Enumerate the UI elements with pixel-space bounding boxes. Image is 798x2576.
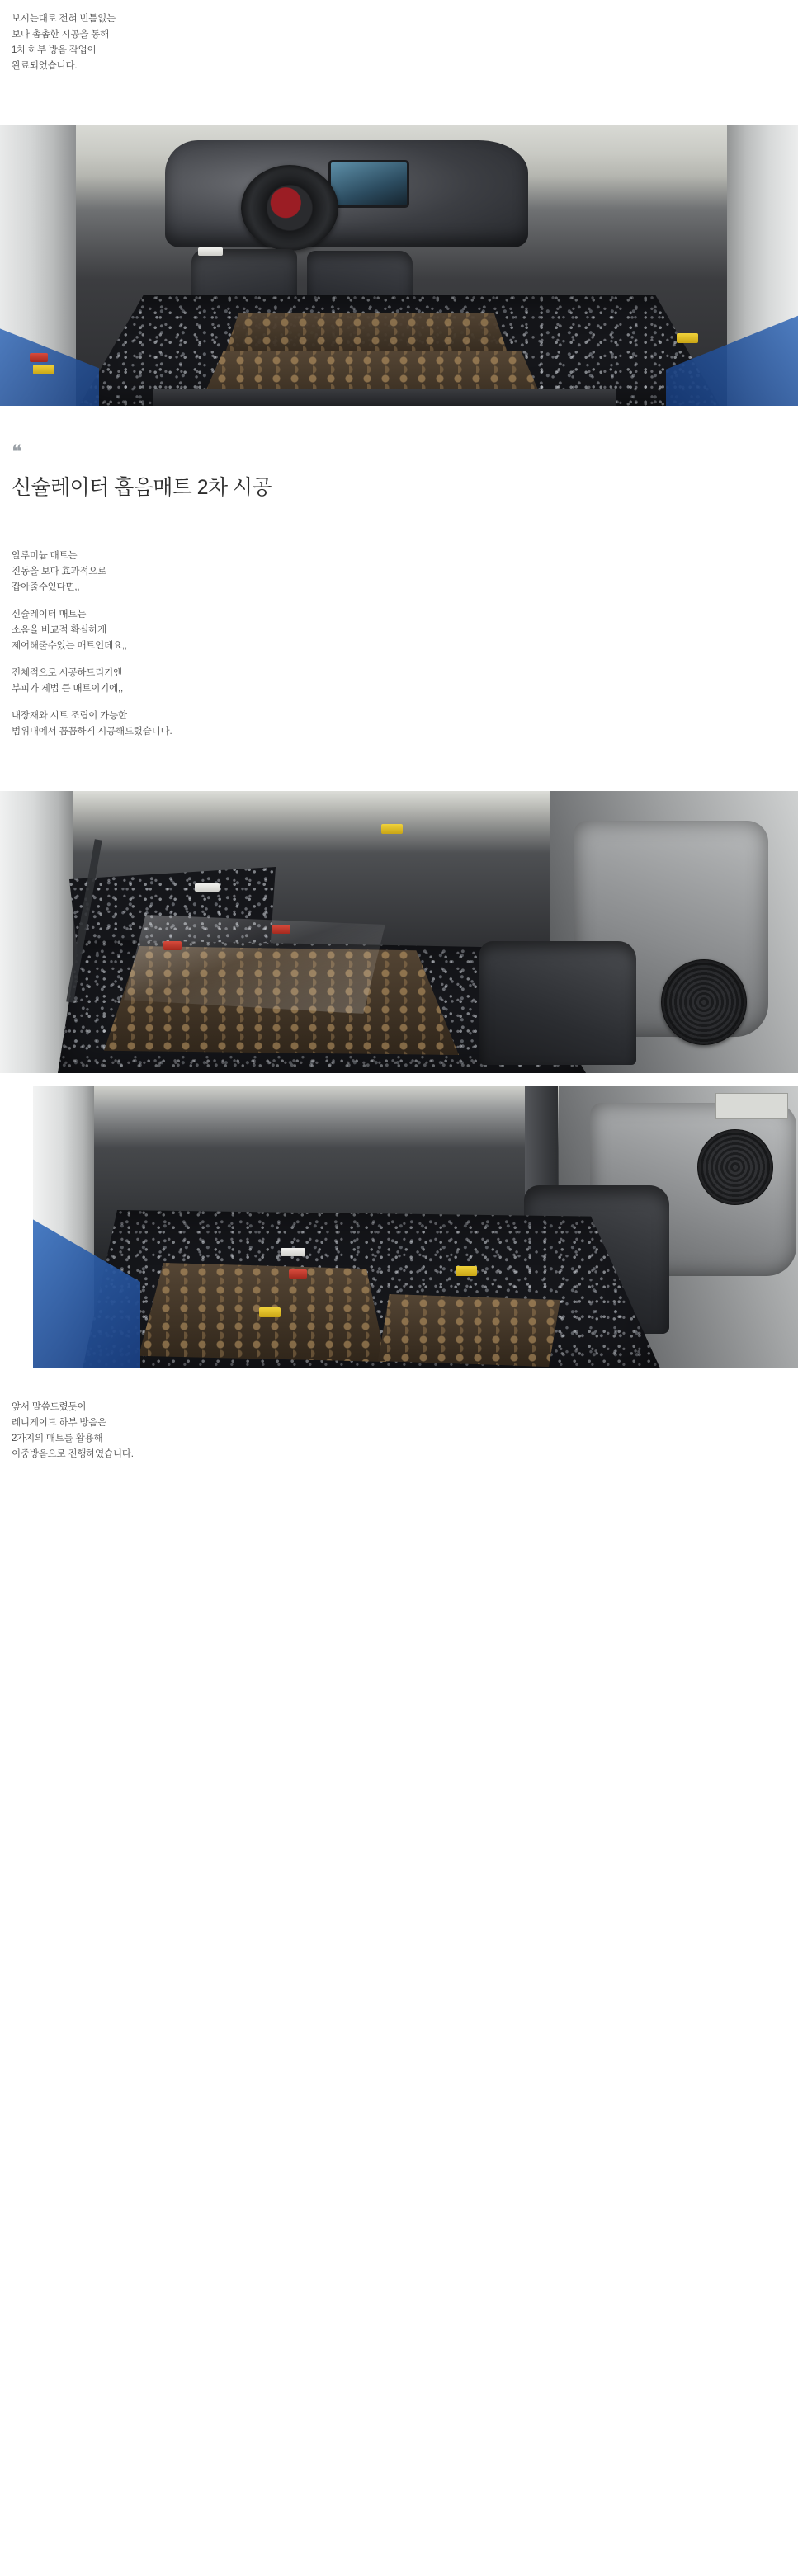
photo2-red-tape-1: [163, 941, 182, 950]
intro-text-block: [0, 0, 798, 74]
photo-driver-footwell: [0, 791, 798, 1073]
spacer: [12, 596, 798, 607]
photo1-yellow-tape-2: [677, 333, 698, 343]
photo2-white-tape-1: [195, 883, 220, 892]
body-p1-line2: 진동을 보다 효과적으로: [12, 567, 107, 577]
outro-text-block: [0, 1382, 798, 1495]
outro-line-1: 앞서 말씀드렸듯이: [12, 1402, 87, 1412]
body-text-block: [0, 525, 798, 740]
photo-driver-side-wide: [33, 1086, 798, 1368]
spacer: [12, 654, 798, 666]
intro-line-2: 보다 촘촘한 시공을 통해: [12, 30, 110, 40]
body-p3-line1: 전체적으로 시공하드리기엔: [12, 668, 122, 678]
photo-trunk-interior: [0, 125, 798, 406]
intro-line-4: 완료되었습니다.: [12, 61, 78, 71]
page-title: 신슐레이터 흡음매트 2차 시공: [12, 476, 272, 499]
photo1-steering-wheel: [241, 165, 338, 251]
photo3-absorber-mat-rear: [378, 1294, 568, 1367]
outro-line-2: 레니게이드 하부 방음은: [12, 1418, 107, 1428]
photo3-wall-sign: [715, 1093, 788, 1119]
photo2-left-body-panel: [0, 791, 73, 1073]
outro-line-4: 이중방음으로 진행하였습니다.: [12, 1449, 134, 1459]
body-p1-line1: 알루미늄 매트는: [12, 551, 78, 561]
section-heading-block: [0, 406, 798, 525]
photo3-door-speaker: [697, 1129, 773, 1205]
quote-mark-icon: ❝: [12, 440, 23, 464]
photo3-red-tape-1: [289, 1269, 307, 1279]
photo3-yellow-tape-1: [259, 1307, 281, 1317]
photo1-yellow-tape-1: [33, 365, 54, 374]
body-p4-line1: 내장재와 시트 조립이 가능한: [12, 711, 127, 721]
photo2-door-speaker: [661, 959, 747, 1045]
body-p1-line3: 잡아줄수있다면,,: [12, 582, 80, 592]
photo3-yellow-tape-2: [456, 1266, 477, 1276]
body-p2-line1: 신슐레이터 매트는: [12, 610, 87, 619]
spacer: [12, 697, 798, 709]
spacer: [0, 74, 798, 86]
intro-line-3: 1차 하부 방음 작업이: [12, 45, 97, 55]
photo2-red-tape-2: [272, 925, 290, 934]
intro-line-1: 보시는대로 전혀 빈틈없는: [12, 14, 116, 24]
outro-line-3: 2가지의 매트를 활용해: [12, 1434, 103, 1443]
photo2-seat-rail-bar: [66, 839, 257, 1030]
body-p2-line2: 소음을 비교적 확실하게: [12, 625, 107, 635]
photo1-head-unit-screen: [328, 160, 409, 208]
photo3-white-tape-1: [281, 1248, 305, 1256]
photo1-white-tape-1: [198, 247, 223, 256]
photo1-red-tape-1: [30, 353, 48, 362]
body-p2-line3: 제어해줄수있는 매트인데요,,: [12, 641, 127, 651]
body-p4-line2: 범위내에서 꼼꼼하게 시공해드렸습니다.: [12, 727, 172, 737]
photo1-tailgate-sill: [153, 389, 616, 406]
body-p3-line2: 부피가 제법 큰 매트이기에,,: [12, 684, 123, 694]
photo2-yellow-tape-1: [381, 824, 403, 834]
photo2-center-console: [479, 941, 636, 1065]
